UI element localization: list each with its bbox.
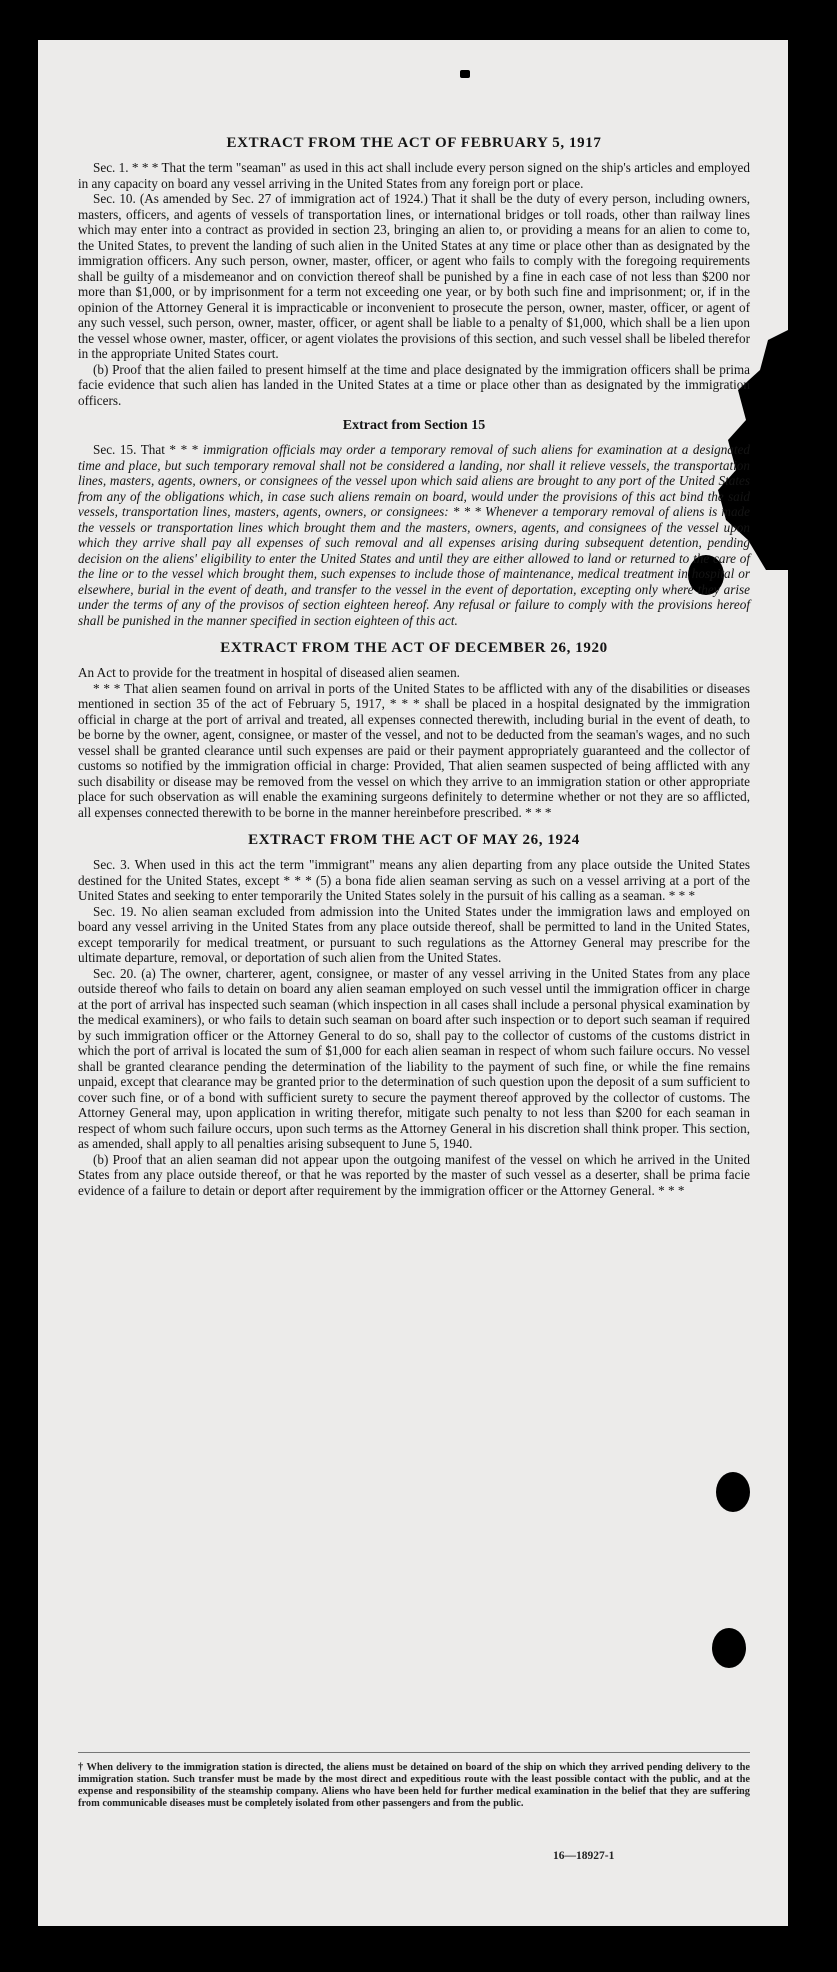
footnote-divider — [78, 1752, 750, 1753]
paragraph-sec-15 — [78, 442, 750, 628]
paragraph-1920-title: An Act to provide for the treatment in hospital of diseased alien seamen. — [78, 665, 460, 680]
punch-hole-2 — [716, 1472, 750, 1512]
footnote: † When delivery to the immigration station is directed, the aliens must be detained on board of the ship on which they arrived pending delivery to the immigration station. Such transfer must be made by the most direct and expeditious route with the least possible contact with the public, and at the expense and responsibility of the steamship company. Aliens who have been held for further medical examination in the belief that they are suffering from communicable diseases must be completely isolated from other passengers and from the public. — [78, 1762, 750, 1809]
paragraph-sec-10: Sec. 10. (As amended by Sec. 27 of immigration act of 1924.) That it shall be the duty of every person, including owners, masters, officers, and agents of vessels of transportation lines, or international bridges or toll roads, other than railway lines which may enter into a contract as provided in section 23, bringing an alien to, or providing a means for an alien to come to, the United States, to prevent the landing of such alien in the United States at any time or place other than as designated by the immigration officers. Any such person, owner, master, officer, or agent who fails to comply with the foregoing requirements shall be guilty of a misdemeanor and on conviction thereof shall be punished by a fine in each case of not less than $200 nor more than $1,000, or by imprisonment for a term not exceeding one year, or by both such fine and imprisonment; or, if in the opinion of the Attorney General it is impracticable or inconvenient to prosecute the person, owner, master, officer, or agent of any such vessel, such person, owner, master, officer, or agent shall be liable to a penalty of $1,000, which shall be a lien upon the vessel whose owner, master, officer, or agent violates the provisions of this section, and such vessel shall be libeled therefor in the appropriate United States court. — [78, 191, 751, 361]
sec-15-body: immigration officials may order a temporary removal of such aliens for examination at a designated time and place, but such temporary removal shall not be considered a landing, nor shall it relieve vessels, the transportation lines, masters, agents, owners, or consignees of the vessel upon which said aliens are brought to any port of the United States from any of the obligations which, in case such aliens remain on board, would under the provisions of this act bind the said vessels, transportation lines, masters, agents, owners, or consignees: * * * Whenever a temporary removal of aliens is made the vessels or transportation lines which brought them and the masters, owners, agents, and consignees of the vessel upon which they arrive shall pay all expenses of such removal and all expenses arising during subsequent detention, pending decision on the aliens' eligibility to enter the United States and until they are either allowed to land or returned to the care of the line or to the vessel which brought them, such expenses to include those of maintenance, medical treatment in hospital or elsewhere, burial in the event of death, and transfer to the vessel in the event of deportation, excepting only where they arise under the terms of any of the provisos of section eighteen hereof. Any refusal or failure to comply with the provisions hereof shall be punished in the manner specified in section eighteen of this act. — [78, 442, 751, 628]
heading-section-15: Extract from Section 15 — [342, 418, 486, 433]
paragraph-sec-3: Sec. 3. When used in this act the term "immigrant" means any alien departing from any place outside the United States destined for the United States, except * * * (5) a bona fide alien seaman serving as such on a vessel arriving at a port of the United States and seeking to enter temporarily the United States solely in the pursuit of his calling as a seaman. * * * — [78, 857, 750, 903]
paragraph-1920-body: * * * That alien seamen found on arrival in ports of the United States to be afflicted with any of the disabilities or diseases mentioned in section 35 of the act of February 5, 1917, * * * shall be placed in a hospital designated by the immigration official in charge at the port of arrival and treated, all expenses connected therewith, including burial in the event of death, to be borne by the owner, agent, consignee, or master of the vessel, and not to be deducted from the seaman's wages, and no such vessel shall be granted clearance until such expenses are paid or their payment appropriately guaranteed and the collector of customs so notified by the immigration official in charge: Provided, That alien seamen suspected of being afflicted with any such disability or disease may be removed from the vessel on which they arrive to an immigration station or other appropriate place for such observation as will enable the examining surgeons definitely to determine whether or not they are so afflicted, all expenses connected therewith to be borne in the manner hereinbefore prescribed. * * * — [78, 680, 750, 820]
heading-act-1920: EXTRACT FROM THE ACT OF DECEMBER 26, 1920 — [220, 640, 608, 656]
paragraph-sec-1: Sec. 1. * * * That the term "seaman" as used in this act shall include every person signed on the ship's articles and employed in any capacity on board any vessel arriving in the United States from any foreign port or place. — [78, 160, 750, 191]
document-page — [38, 40, 788, 1926]
heading-act-1917: EXTRACT FROM THE ACT OF FEBRUARY 5, 1917 — [226, 135, 602, 151]
punch-hole-3 — [712, 1628, 746, 1668]
paragraph-sec-10-b: (b) Proof that the alien failed to present himself at the time and place designated by the immigration officers shall be prima facie evidence that such alien has landed in the United States at a time or place other than as designated by the immigration officers. — [78, 361, 750, 408]
document-body — [78, 135, 750, 1198]
document-number: 16—18927-1 — [553, 1850, 615, 1862]
top-mark — [460, 70, 470, 78]
sec-15-lead: Sec. 15. That * * * — [93, 442, 199, 457]
paragraph-sec-20-b: (b) Proof that an alien seaman did not appear upon the outgoing manifest of the vessel on which he arrived in the United States from any place outside thereof, or that he was reported by the master of such vessel as a deserter, shall be prima facie evidence of a failure to detain or deport after requirement by the immigration officer or the Attorney General. * * * — [78, 1151, 750, 1198]
paragraph-sec-19: Sec. 19. No alien seaman excluded from admission into the United States under the immigration laws and employed on board any vessel arriving in the United States from any place outside thereof, shall be permitted to land in the United States, except temporarily for medical treatment, or pursuant to such regulations as the Attorney General may prescribe for the ultimate departure, removal, or deportation of such alien from the United States. — [78, 903, 750, 965]
heading-act-1924: EXTRACT FROM THE ACT OF MAY 26, 1924 — [248, 832, 580, 848]
paragraph-sec-20-a: Sec. 20. (a) The owner, charterer, agent, consignee, or master of any vessel arriving in the United States from any place outside thereof who fails to detain on board any alien seaman employed on such vessel until the immigration officer in charge at the port of arrival has inspected such seaman (which inspection in all cases shall include a personal physical examination by the medical examiners), or who fails to detain such seaman on board after such inspection or to deport such seaman if required by such immigration officer or the Attorney General to do so, shall pay to the collector of customs of the customs district in which the port of arrival is located the sum of $1,000 for each alien seaman in respect of whom such failure occurs. No vessel shall be granted clearance pending the determination of the liability to the payment of such fine, or while the fine remains unpaid, except that clearance may be granted prior to the determination of such question upon the deposit of a sum sufficient to cover such fine, or of a bond with sufficient surety to secure the payment thereof approved by the collector of customs. The Attorney General may, upon application in writing therefor, mitigate such penalty to not less than $200 for each seaman in respect of whom such failure occurs, upon such terms as the Attorney General in his discretion shall think proper. This section, as amended, shall apply to all penalties arising subsequent to June 5, 1940. — [78, 965, 750, 1151]
